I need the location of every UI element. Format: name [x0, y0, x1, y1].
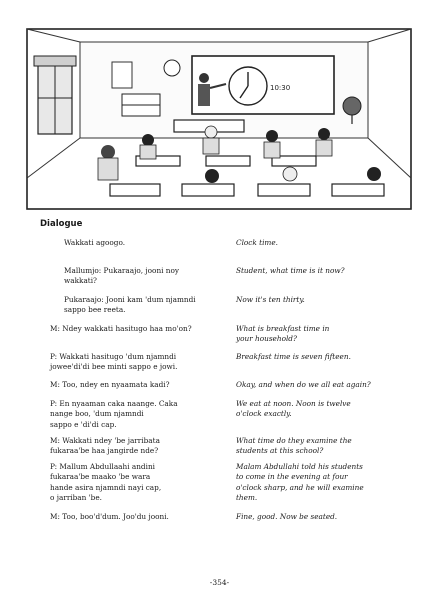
english-text: Breakfast time is seven fifteen.: [236, 352, 351, 361]
fula-text: P: Wakkati hasitugo 'dum njamndi jowee'di'di bee minti sappo e jowi.: [50, 352, 178, 372]
english-text: Clock time.: [236, 238, 278, 247]
clock-time-label: 10:30: [270, 84, 291, 92]
english-text: Now it's ten thirty.: [236, 295, 305, 304]
english-text: Okay, and when do we all eat again?: [236, 380, 371, 389]
english-text: Fine, good. Now be seated.: [236, 512, 338, 521]
section-heading: Dialogue: [40, 219, 83, 229]
english-text: We eat at noon. Noon is twelve o'clock exactly.: [236, 399, 351, 419]
classroom-illustration: [26, 28, 412, 210]
english-text: Malam Abdullahi told his students to come in the evening at four o'clock sharp, and he will examine them.: [236, 462, 364, 503]
page-number: -354-: [209, 578, 230, 587]
fula-text: M: Wakkati ndey 'be jarribata fukaraa'be haa jangirde nde?: [50, 436, 160, 456]
fula-text: M: Too, boo'd'dum. Joo'du jooni.: [50, 512, 169, 521]
english-text: What time do they examine the students at this school?: [236, 436, 352, 456]
english-text: Student, what time is it now?: [236, 266, 345, 275]
fula-text: P: En nyaaman caka naange. Caka nange boo, 'dum njamndi sappo e 'di'di cap.: [50, 399, 178, 429]
fula-text: M: Too, ndey en nyaamata kadi?: [50, 380, 170, 389]
fula-text: Pukaraajo: Jooni kam 'dum njamndi sappo bee reeta.: [64, 295, 196, 315]
english-text: What is breakfast time in your household?: [236, 324, 330, 344]
fula-text: M: Ndey wakkati hasitugo haa mo'on?: [50, 324, 192, 333]
fula-text: Wakkati agoogo.: [64, 238, 126, 247]
fula-text: Mallumjo: Pukaraajo, jooni noy wakkati?: [64, 266, 180, 286]
fula-text: P: Mallum Abdullaahi andini fukaraa'be maako 'be wara hande asira njamndi nayi cap, o jarriban 'be.: [50, 462, 162, 503]
